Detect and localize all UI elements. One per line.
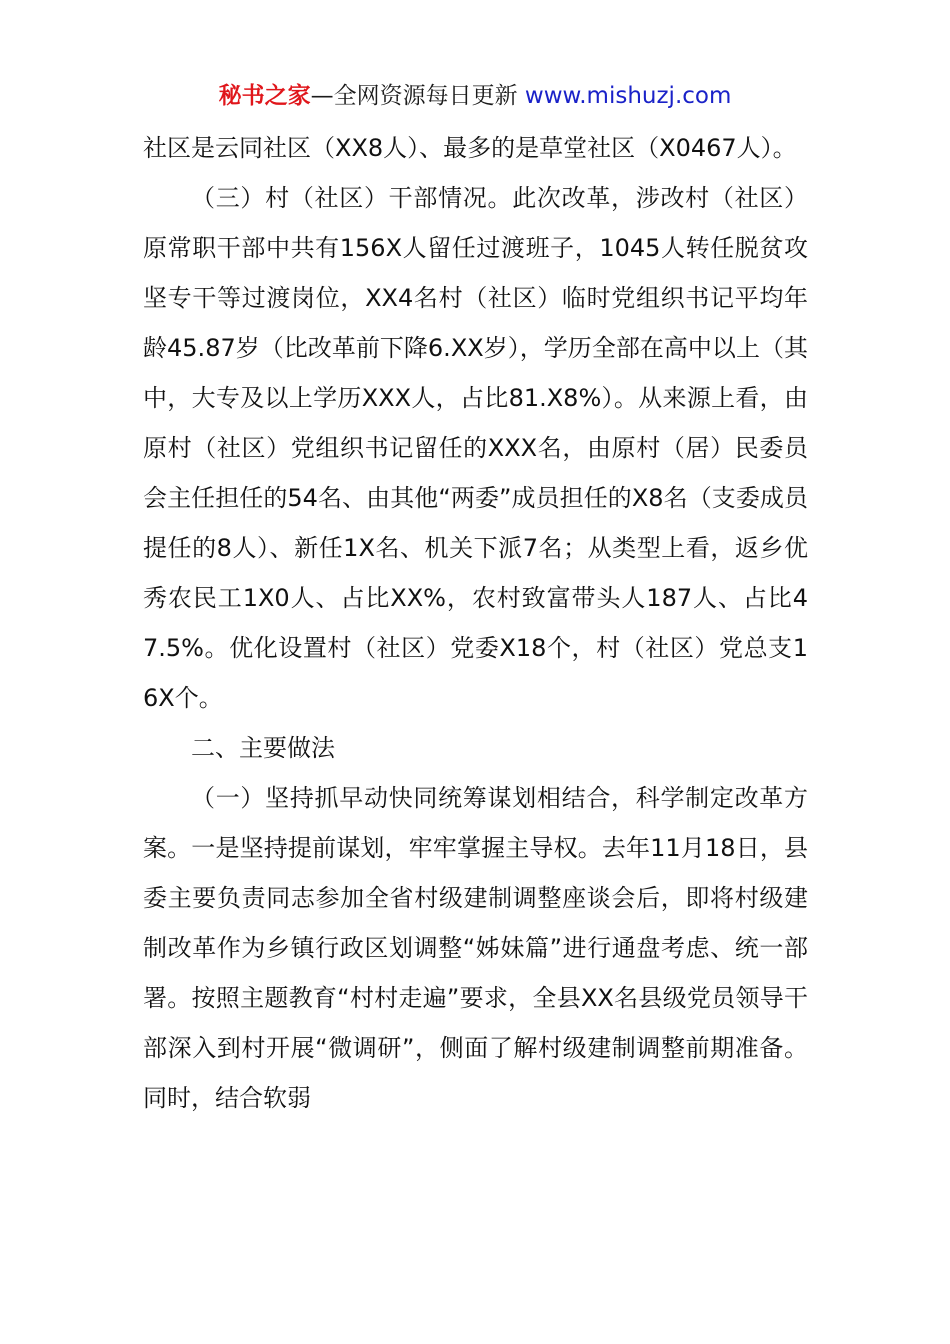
- page-header: [0, 78, 950, 114]
- document-body: [143, 123, 808, 1123]
- section-heading: 二、主要做法: [191, 734, 335, 762]
- paragraph-continued: 社区是云同社区（XX8人）、最多的是草堂社区（X0467人）。: [143, 134, 797, 162]
- paragraph-methods: （一）坚持抓早动快同统筹谋划相结合，科学制定改革方案。一是坚持提前谋划，牢牢掌握主导权。去年11月18日，县委主要负责同志参加全省村级建制调整座谈会后，即将村级建制改革作为乡镇行政区划调整“姊妹篇”进行通盘考虑、统一部署。按照主题教育“村村走遍”要求，全县XX名县级党员领导干部深入到村开展“微调研”，侧面了解村级建制调整前期准备。同时，结合软弱: [143, 784, 808, 1112]
- header-tagline: —全网资源每日更新: [310, 83, 518, 109]
- paragraph-cadres: （三）村（社区）干部情况。此次改革，涉改村（社区）原常职干部中共有156X人留任过渡班子，1045人转任脱贫攻坚专干等过渡岗位，XX4名村（社区）临时党组织书记平均年龄45.87岁（比改革前下降6.XX岁），学历全部在高中以上（其中，大专及以上学历XXX人，占比81.X8%）。从来源上看，由原村（社区）党组织书记留任的XXX名，由原村（居）民委员会主任担任的54名、由其他“两委”成员担任的X8名（支委成员提任的8人）、新任1X名、机关下派7名；从类型上看，返乡优秀农民工1X0人、占比XX%，农村致富带头人187人、占比47.5%。优化设置村（社区）党委X18个，村（社区）党总支16X个。: [143, 184, 808, 712]
- site-link[interactable]: www.mishuzj.com: [524, 83, 732, 109]
- brand-name: 秘书之家: [218, 83, 311, 109]
